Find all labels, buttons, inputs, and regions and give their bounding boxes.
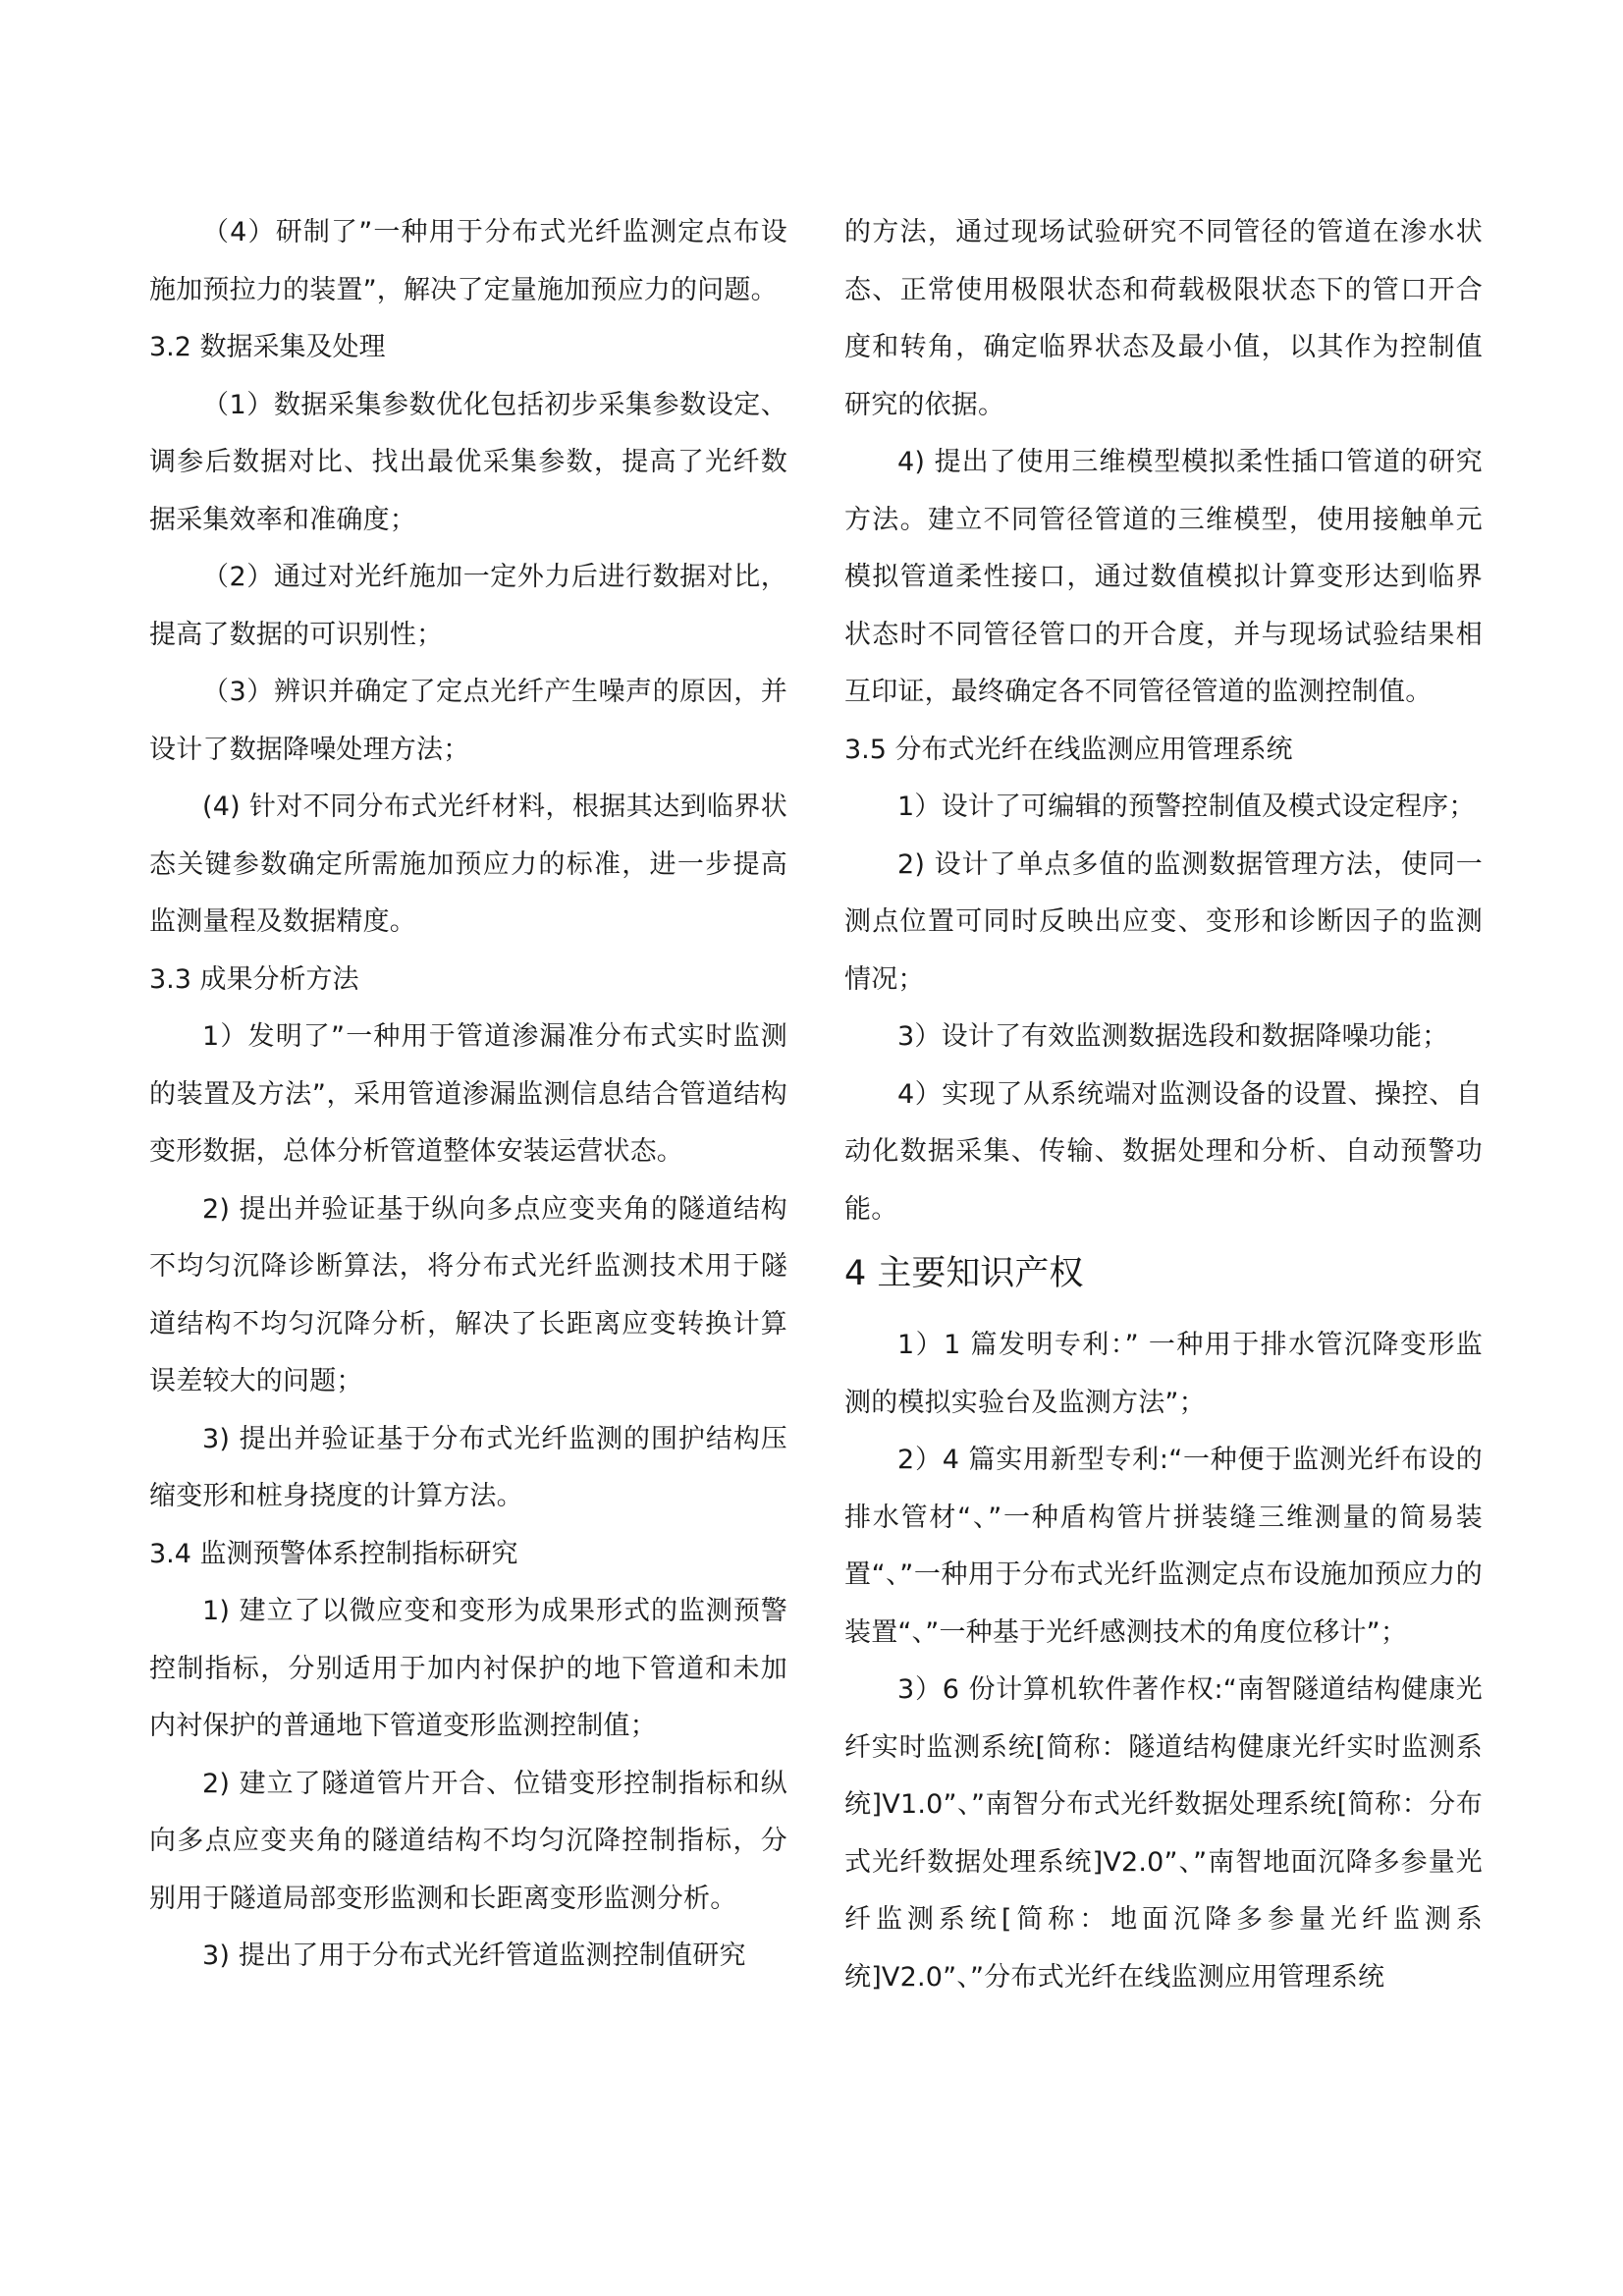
- paragraph: 3) 提出并验证基于分布式光纤监测的围护结构压缩变形和桩身挠度的计算方法。: [149, 1423, 787, 1511]
- right-column: [844, 204, 1483, 2006]
- paragraph: 1）1 篇发明专利：” 一种用于排水管沉降变形监测的模拟实验台及监测方法”；: [844, 1330, 1483, 1418]
- paragraph: （2）通过对光纤施加一定外力后进行数据对比，提高了数据的可识别性；: [149, 562, 787, 650]
- paragraph: （4）研制了”一种用于分布式光纤监测定点布设施加预拉力的装置”，解决了定量施加预应力的问题。: [149, 217, 787, 305]
- left-column: [149, 204, 787, 1986]
- paragraph: (4) 针对不同分布式光纤材料，根据其达到临界状态关键参数确定所需施加预应力的标准，进一步提高监测量程及数据精度。: [149, 792, 787, 937]
- paragraph: 3) 提出了用于分布式光纤管道监测控制值研究: [202, 1941, 746, 1971]
- paragraph: 3）设计了有效监测数据选段和数据降噪功能；: [897, 1021, 1449, 1052]
- section-heading-3-3: 3.3 成果分析方法: [149, 963, 359, 995]
- paragraph: （3）辨识并确定了定点光纤产生噪声的原因，并设计了数据降噪处理方法；: [149, 677, 787, 765]
- paragraph: （1）数据采集参数优化包括初步采集参数设定、调参后数据对比、找出最优采集参数，提高了光纤数据采集效率和准确度；: [149, 389, 787, 535]
- section-heading-3-2: 3.2 数据采集及处理: [149, 332, 386, 362]
- paragraph: 2) 提出并验证基于纵向多点应变夹角的隧道结构不均匀沉降诊断算法，将分布式光纤监测技术用于隧道结构不均匀沉降分析，解决了长距离应变转换计算误差较大的问题；: [149, 1193, 787, 1396]
- paragraph: 2) 建立了隧道管片开合、位错变形控制指标和纵向多点应变夹角的隧道结构不均匀沉降控制指标，分别用于隧道局部变形监测和长距离变形监测分析。: [149, 1768, 787, 1914]
- section-heading-3-4: 3.4 监测预警体系控制指标研究: [149, 1538, 518, 1569]
- paragraph: 1）设计了可编辑的预警控制值及模式设定程序；: [897, 792, 1476, 822]
- paragraph: 1）发明了”一种用于管道渗漏准分布式实时监测的装置及方法”，采用管道渗漏监测信息结合管道结构变形数据，总体分析管道整体安装运营状态。: [149, 1021, 787, 1167]
- paragraph: 4）实现了从系统端对监测设备的设置、操控、自动化数据采集、传输、数据处理和分析、自动预警功能。: [844, 1078, 1483, 1225]
- paragraph: 3）6 份计算机软件著作权:“南智隧道结构健康光纤实时监测系统[简称：隧道结构健康光纤实时监测系统]V1.0”、”南智分布式光纤数据处理系统[简称：分布式光纤数据处理系统]V2.0”、”南智地面沉降多参量光纤监测系统[简称：地面沉降多参量光纤监测系统]V2.0”、”分布式光纤在线监测应用管理系统: [844, 1674, 1483, 1993]
- paragraph: 4) 提出了使用三维模型模拟柔性插口管道的研究方法。建立不同管径管道的三维模型，使用接触单元模拟管道柔性接口，通过数值模拟计算变形达到临界状态时不同管径管口的开合度，并与现场试验结果相互印证，最终确定各不同管径管道的监测控制值。: [844, 447, 1483, 707]
- section-heading-3-5: 3.5 分布式光纤在线监测应用管理系统: [844, 734, 1293, 765]
- paragraph: 2) 设计了单点多值的监测数据管理方法，使同一测点位置可同时反映出应变、变形和诊断因子的监测情况；: [844, 848, 1483, 995]
- chapter-heading-4: 4 主要知识产权: [844, 1254, 1084, 1293]
- paragraph: 2）4 篇实用新型专利:“一种便于监测光纤布设的排水管材“、”一种盾构管片拼装缝三维测量的简易装置“、”一种用于分布式光纤监测定点布设施加预应力的装置“、”一种基于光纤感测技术的角度位移计”；: [844, 1445, 1483, 1648]
- paragraph: 1) 建立了以微应变和变形为成果形式的监测预警控制指标，分别适用于加内衬保护的地下管道和未加内衬保护的普通地下管道变形监测控制值；: [149, 1596, 787, 1741]
- paragraph-continued: 的方法，通过现场试验研究不同管径的管道在渗水状态、正常使用极限状态和荷载极限状态下的管口开合度和转角，确定临界状态及最小值，以其作为控制值研究的依据。: [844, 217, 1483, 420]
